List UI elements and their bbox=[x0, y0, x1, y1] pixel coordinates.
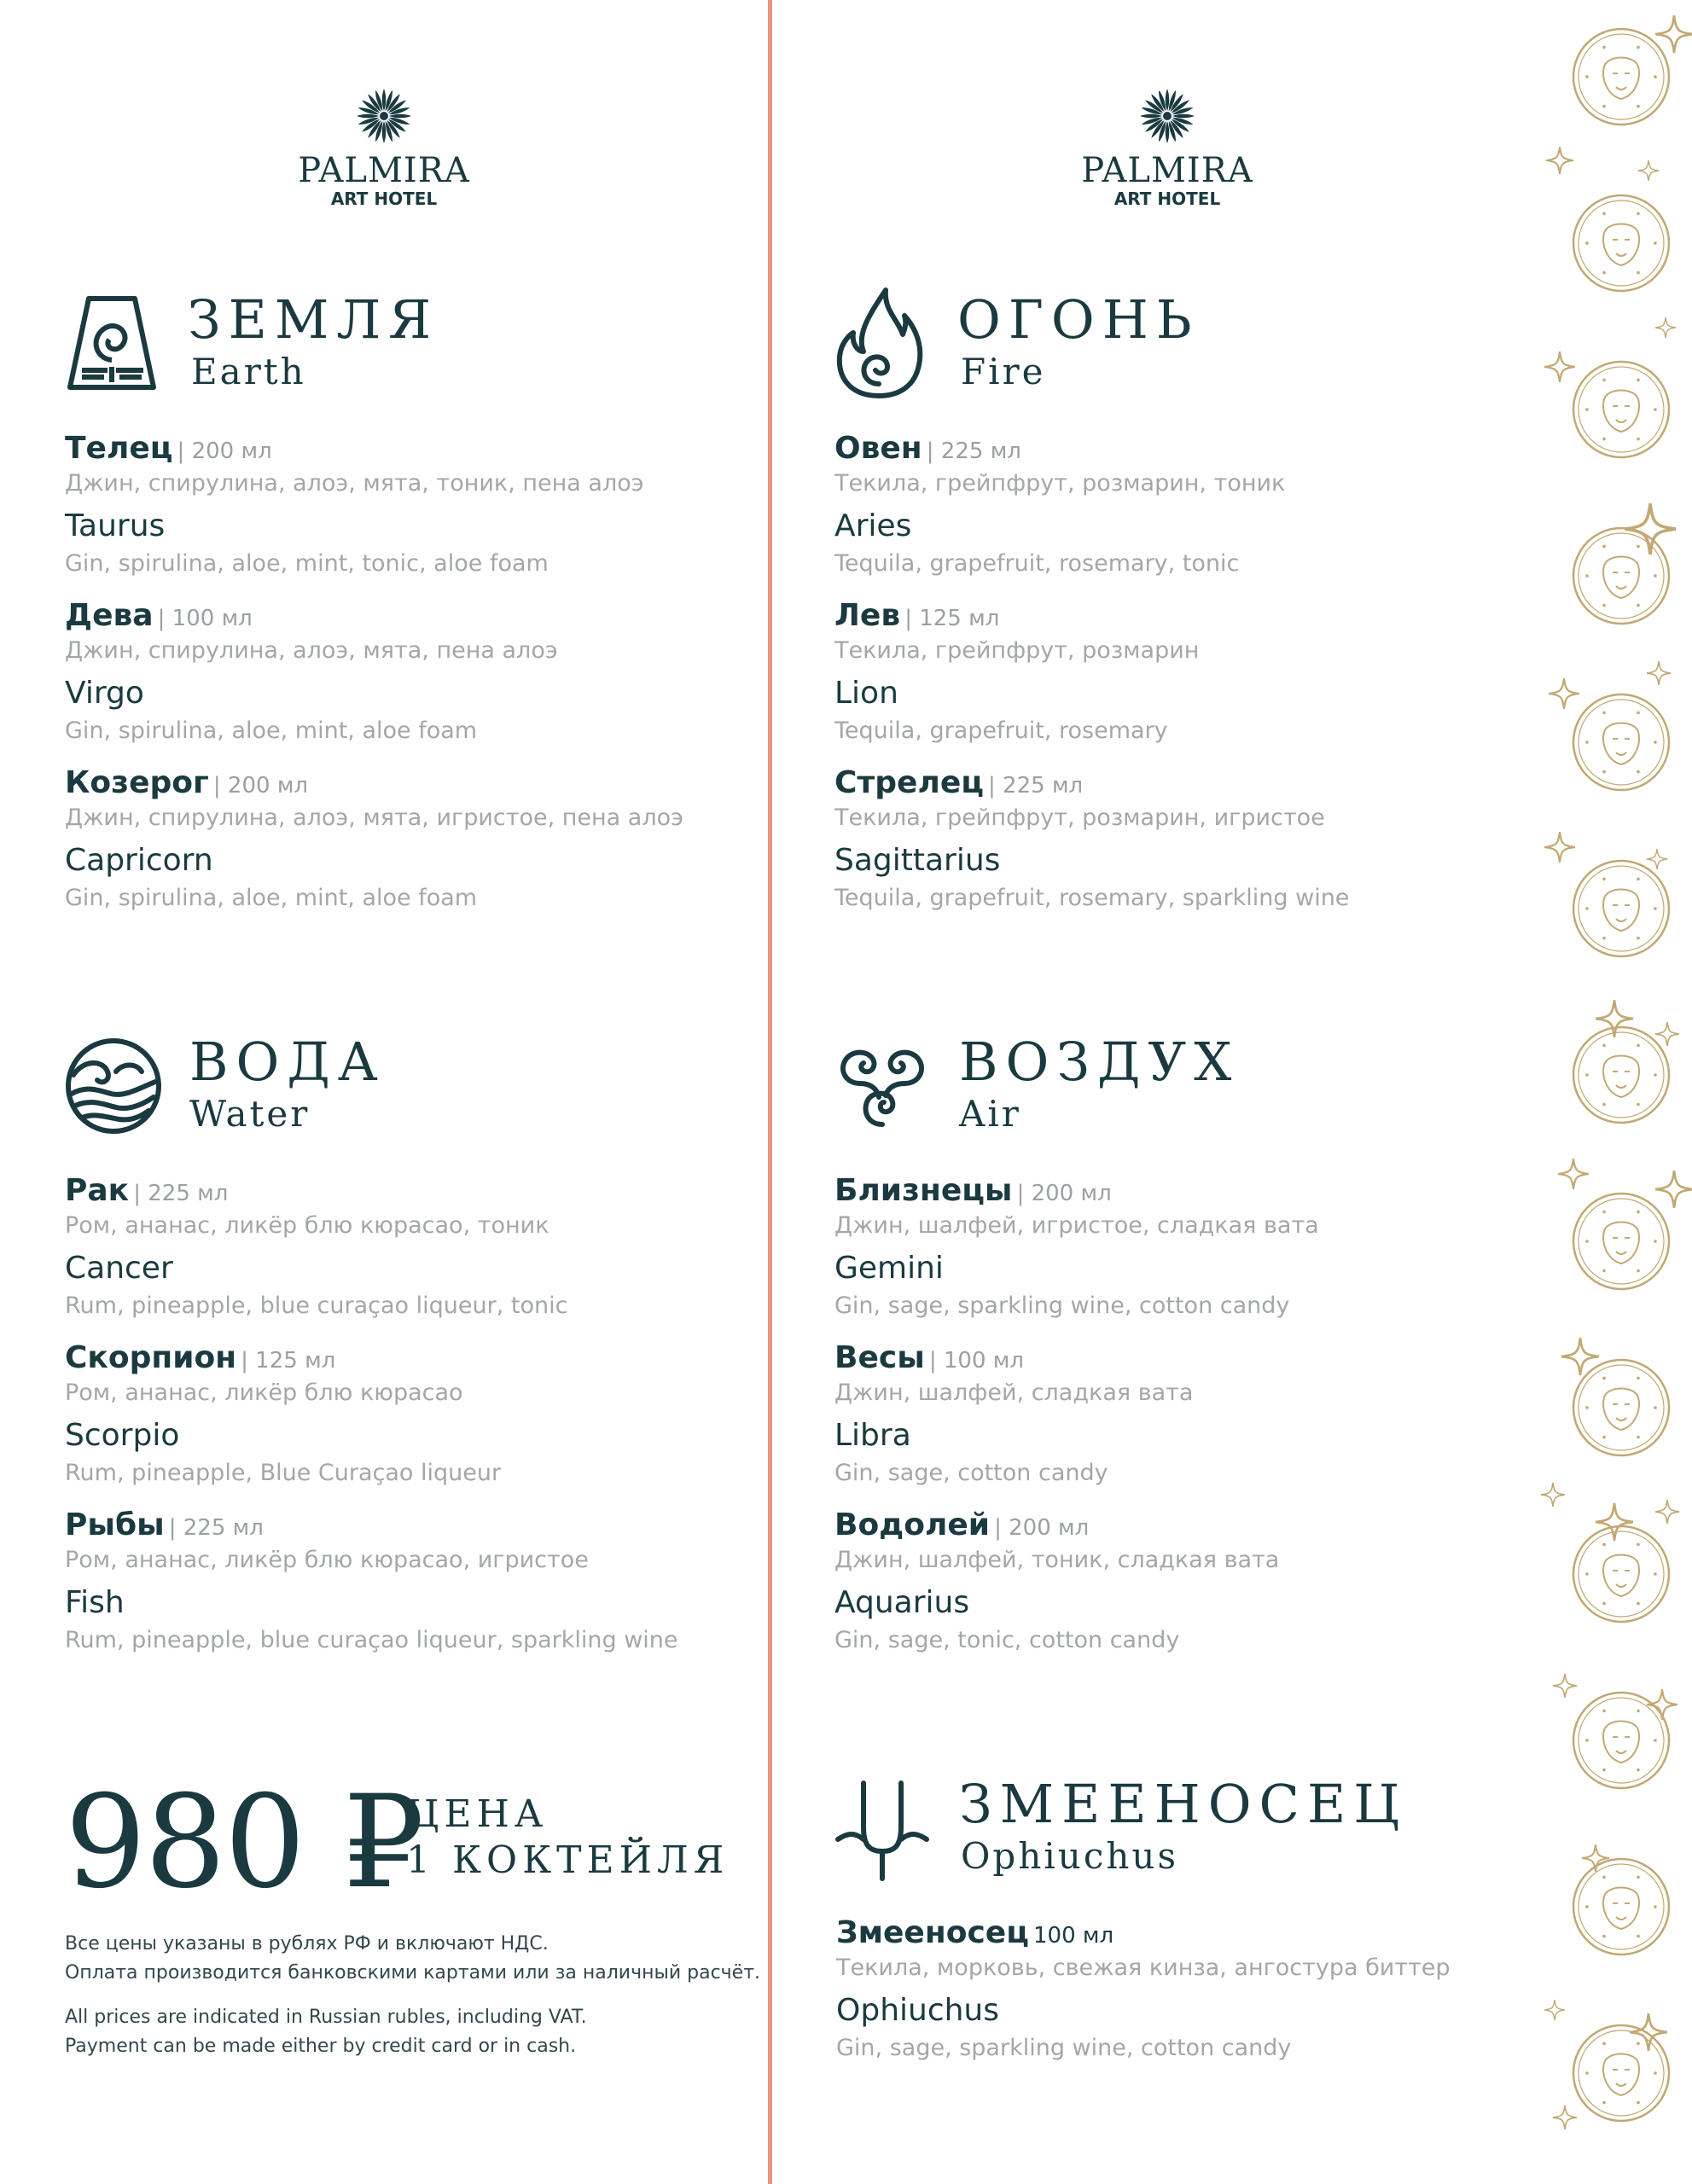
menu-item bbox=[65, 1339, 765, 1489]
item-ingredients-ru: Текила, грейпфрут, розмарин bbox=[834, 637, 1200, 664]
item-name: Змееносец bbox=[836, 1915, 1029, 1950]
item-ingredients-en: Gin, spirulina, aloe, mint, aloe foam bbox=[65, 717, 478, 744]
item-name-en: Sagittarius bbox=[834, 843, 1001, 878]
item-ingredients-en: Gin, spirulina, aloe, mint, aloe foam bbox=[65, 885, 478, 911]
item-name-en: Fish bbox=[65, 1585, 125, 1620]
item-name-en: Virgo bbox=[65, 676, 144, 711]
logo-name: PALMIRA bbox=[298, 151, 470, 190]
sparkle-star-icon bbox=[1582, 1844, 1609, 1872]
taurus-medallion-icon bbox=[1570, 691, 1672, 793]
sunburst-flower-icon bbox=[1133, 85, 1201, 147]
item-name: Овен bbox=[834, 431, 922, 466]
item-ingredients-en: Gin, sage, sparkling wine, cotton candy bbox=[834, 1292, 1290, 1319]
menu-item bbox=[834, 1171, 1534, 1321]
earth-element-icon bbox=[65, 295, 159, 391]
item-name-en: Aries bbox=[834, 508, 912, 543]
item-ingredients-en: Rum, pineapple, Blue Curaçao liqueur bbox=[65, 1460, 502, 1486]
section-title-ophiuchus: ЗМЕЕНОСЕЦ bbox=[959, 1773, 1408, 1835]
item-name-en: Ophiuchus bbox=[836, 1993, 1000, 2028]
price-amount: 980 ₽ bbox=[65, 1769, 423, 1917]
price-note-ru-1: Все цены указаны в рублях РФ и включают НДС. bbox=[65, 1933, 549, 1955]
aries-medallion-icon bbox=[1570, 857, 1672, 960]
section-subtitle-air: Air bbox=[959, 1093, 1021, 1135]
item-ingredients-en: Tequila, grapefruit, rosemary, tonic bbox=[834, 550, 1240, 577]
cancer-medallion-icon bbox=[1570, 358, 1672, 461]
logo-left bbox=[256, 85, 512, 208]
item-volume: | 100 мл bbox=[928, 1348, 1024, 1374]
item-name: Козерог bbox=[65, 765, 209, 800]
section-subtitle-water: Water bbox=[189, 1093, 311, 1135]
item-ingredients-ru: Ром, ананас, ликёр блю кюрасао, игристое bbox=[65, 1547, 589, 1573]
item-ingredients-en: Gin, spirulina, aloe, mint, tonic, aloe foam bbox=[65, 550, 549, 577]
item-name: Рак bbox=[65, 1173, 130, 1208]
item-name: Лев bbox=[834, 598, 901, 633]
sparkle-star-icon bbox=[1549, 678, 1579, 709]
item-ingredients-ru: Джин, шалфей, сладкая вата bbox=[834, 1380, 1194, 1406]
section-title-air: ВОЗДУХ bbox=[959, 1031, 1240, 1093]
item-ingredients-en: Rum, pineapple, blue curaçao liqueur, tonic bbox=[65, 1292, 568, 1319]
sparkle-star-icon bbox=[1630, 2013, 1667, 2051]
sparkle-star-icon bbox=[1647, 849, 1667, 869]
menu-item bbox=[65, 429, 765, 579]
item-volume: | 200 мл bbox=[1016, 1181, 1112, 1206]
sparkle-star-icon bbox=[1544, 351, 1575, 382]
item-volume: | 225 мл bbox=[988, 773, 1084, 799]
item-ingredients-ru: Джин, спирулина, алоэ, мята, игристое, пена алоэ bbox=[65, 804, 683, 831]
item-volume: | 200 мл bbox=[177, 439, 272, 464]
item-ingredients-ru: Текила, морковь, свежая кинза, ангостура биттер bbox=[836, 1955, 1451, 1981]
section-title-water: ВОДА bbox=[189, 1031, 386, 1093]
item-name: Стрелец bbox=[834, 765, 984, 800]
menu-item bbox=[834, 429, 1534, 579]
price-note-en-1: All prices are indicated in Russian rubles, including VAT. bbox=[65, 2007, 587, 2028]
ophiuchus-symbol-icon bbox=[834, 1780, 930, 1882]
item-volume: | 200 мл bbox=[994, 1515, 1090, 1541]
price-note-en-2: Payment can be made either by credit card or in cash. bbox=[65, 2036, 577, 2057]
item-name-en: Lion bbox=[834, 676, 898, 711]
item-name-en: Capricorn bbox=[65, 843, 213, 878]
menu-item bbox=[834, 596, 1534, 746]
item-ingredients-en: Tequila, grapefruit, rosemary bbox=[834, 717, 1168, 744]
item-name: Дева bbox=[65, 598, 154, 633]
logo-subtitle: ART HOTEL bbox=[1113, 189, 1221, 209]
sparkle-star-icon bbox=[1655, 1022, 1679, 1046]
item-volume: | 200 мл bbox=[212, 773, 309, 799]
item-volume: | 225 мл bbox=[133, 1181, 229, 1206]
fire-element-icon bbox=[834, 285, 925, 401]
item-name-en: Gemini bbox=[834, 1251, 944, 1286]
logo-right bbox=[1039, 85, 1295, 208]
sparkle-star-icon bbox=[1544, 832, 1575, 863]
item-ingredients-en: Tequila, grapefruit, rosemary, sparkling wine bbox=[834, 885, 1350, 911]
menu-item bbox=[65, 764, 765, 914]
zodiac-column bbox=[1527, 0, 1692, 2184]
air-element-icon bbox=[834, 1041, 930, 1130]
item-ingredients-en: Gin, sage, tonic, cotton candy bbox=[834, 1627, 1180, 1653]
capricorn-medallion-icon bbox=[1570, 192, 1672, 294]
item-name: Весы bbox=[834, 1340, 925, 1375]
sparkle-star-icon bbox=[1544, 2000, 1565, 2020]
item-name: Телец bbox=[65, 431, 173, 466]
sunburst-flower-icon bbox=[350, 85, 418, 147]
menu-item bbox=[834, 764, 1534, 914]
item-ingredients-ru: Джин, шалфей, тоник, сладкая вата bbox=[834, 1547, 1280, 1573]
item-volume: 100 мл bbox=[1032, 1923, 1114, 1949]
sparkle-star-icon bbox=[1541, 1483, 1565, 1507]
item-name-en: Taurus bbox=[65, 508, 166, 543]
menu-item bbox=[65, 596, 765, 746]
section-subtitle-ophiuchus: Ophiuchus bbox=[961, 1835, 1179, 1877]
item-name: Близнецы bbox=[834, 1173, 1013, 1208]
price-note-ru-2: Оплата производится банковскими картами или за наличный расчёт. bbox=[65, 1962, 761, 1984]
menu-item bbox=[834, 1506, 1534, 1656]
item-name-en: Libra bbox=[834, 1418, 911, 1453]
sparkle-star-icon bbox=[1558, 1159, 1589, 1189]
price-label-line1: ЦЕНА bbox=[406, 1792, 549, 1836]
item-volume: | 225 мл bbox=[168, 1515, 264, 1541]
menu-item bbox=[836, 1914, 1536, 2064]
sparkle-star-icon bbox=[1596, 1000, 1633, 1037]
sparkle-star-icon bbox=[1655, 1170, 1692, 1208]
logo-name: PALMIRA bbox=[1081, 151, 1253, 190]
sparkle-star-icon bbox=[1553, 1674, 1577, 1698]
sparkle-star-icon bbox=[1596, 1503, 1633, 1541]
item-ingredients-ru: Текила, грейпфрут, розмарин, тоник bbox=[834, 470, 1286, 497]
item-ingredients-ru: Ром, ананас, ликёр блю кюрасао bbox=[65, 1380, 463, 1406]
item-ingredients-en: Gin, sage, sparkling wine, cotton candy bbox=[836, 2035, 1292, 2061]
sparkle-star-icon bbox=[1546, 147, 1573, 174]
menu-item bbox=[834, 1339, 1534, 1489]
menu-item bbox=[65, 1171, 765, 1321]
item-ingredients-ru: Джин, шалфей, игристое, сладкая вата bbox=[834, 1212, 1319, 1239]
sparkle-star-icon bbox=[1655, 1500, 1679, 1524]
price-label-line2: 1 КОКТЕЙЛЯ bbox=[406, 1838, 730, 1882]
item-volume: | 225 мл bbox=[926, 439, 1021, 464]
item-ingredients-ru: Джин, спирулина, алоэ, мята, тоник, пена алоэ bbox=[65, 470, 644, 497]
item-ingredients-ru: Текила, грейпфрут, розмарин, игристое bbox=[834, 804, 1325, 831]
item-name-en: Scorpio bbox=[65, 1418, 180, 1453]
item-volume: | 125 мл bbox=[904, 606, 1000, 631]
item-ingredients-ru: Джин, спирулина, алоэ, мята, пена алоэ bbox=[65, 637, 558, 664]
item-volume: | 125 мл bbox=[241, 1348, 336, 1374]
sparkle-star-icon bbox=[1625, 503, 1676, 555]
item-ingredients-en: Rum, pineapple, blue curaçao liqueur, sparkling wine bbox=[65, 1627, 678, 1653]
item-name-en: Aquarius bbox=[834, 1585, 970, 1620]
item-name: Скорпион bbox=[65, 1340, 237, 1375]
item-ingredients-en: Gin, sage, cotton candy bbox=[834, 1460, 1108, 1486]
sparkle-star-icon bbox=[1553, 2106, 1577, 2129]
section-title-fire: ОГОНЬ bbox=[957, 288, 1200, 351]
section-subtitle-fire: Fire bbox=[961, 351, 1046, 392]
sparkle-star-icon bbox=[1647, 661, 1671, 685]
item-ingredients-ru: Ром, ананас, ликёр блю кюрасао, тоник bbox=[65, 1212, 549, 1239]
section-title-earth: ЗЕМЛЯ bbox=[188, 288, 439, 351]
center-divider bbox=[768, 0, 772, 2184]
water-element-icon bbox=[65, 1037, 162, 1135]
item-name: Водолей bbox=[834, 1507, 990, 1542]
sparkle-star-icon bbox=[1561, 1338, 1599, 1375]
sparkle-star-icon bbox=[1655, 317, 1676, 338]
logo-subtitle: ART HOTEL bbox=[330, 189, 438, 209]
item-name-en: Cancer bbox=[65, 1251, 173, 1286]
item-name: Рыбы bbox=[65, 1507, 165, 1542]
section-subtitle-earth: Earth bbox=[191, 351, 306, 392]
item-volume: | 100 мл bbox=[157, 606, 253, 631]
sparkle-star-icon bbox=[1638, 160, 1659, 181]
sparkle-star-icon bbox=[1655, 15, 1692, 53]
sparkle-star-icon bbox=[1647, 1689, 1677, 1720]
menu-item bbox=[65, 1506, 765, 1656]
